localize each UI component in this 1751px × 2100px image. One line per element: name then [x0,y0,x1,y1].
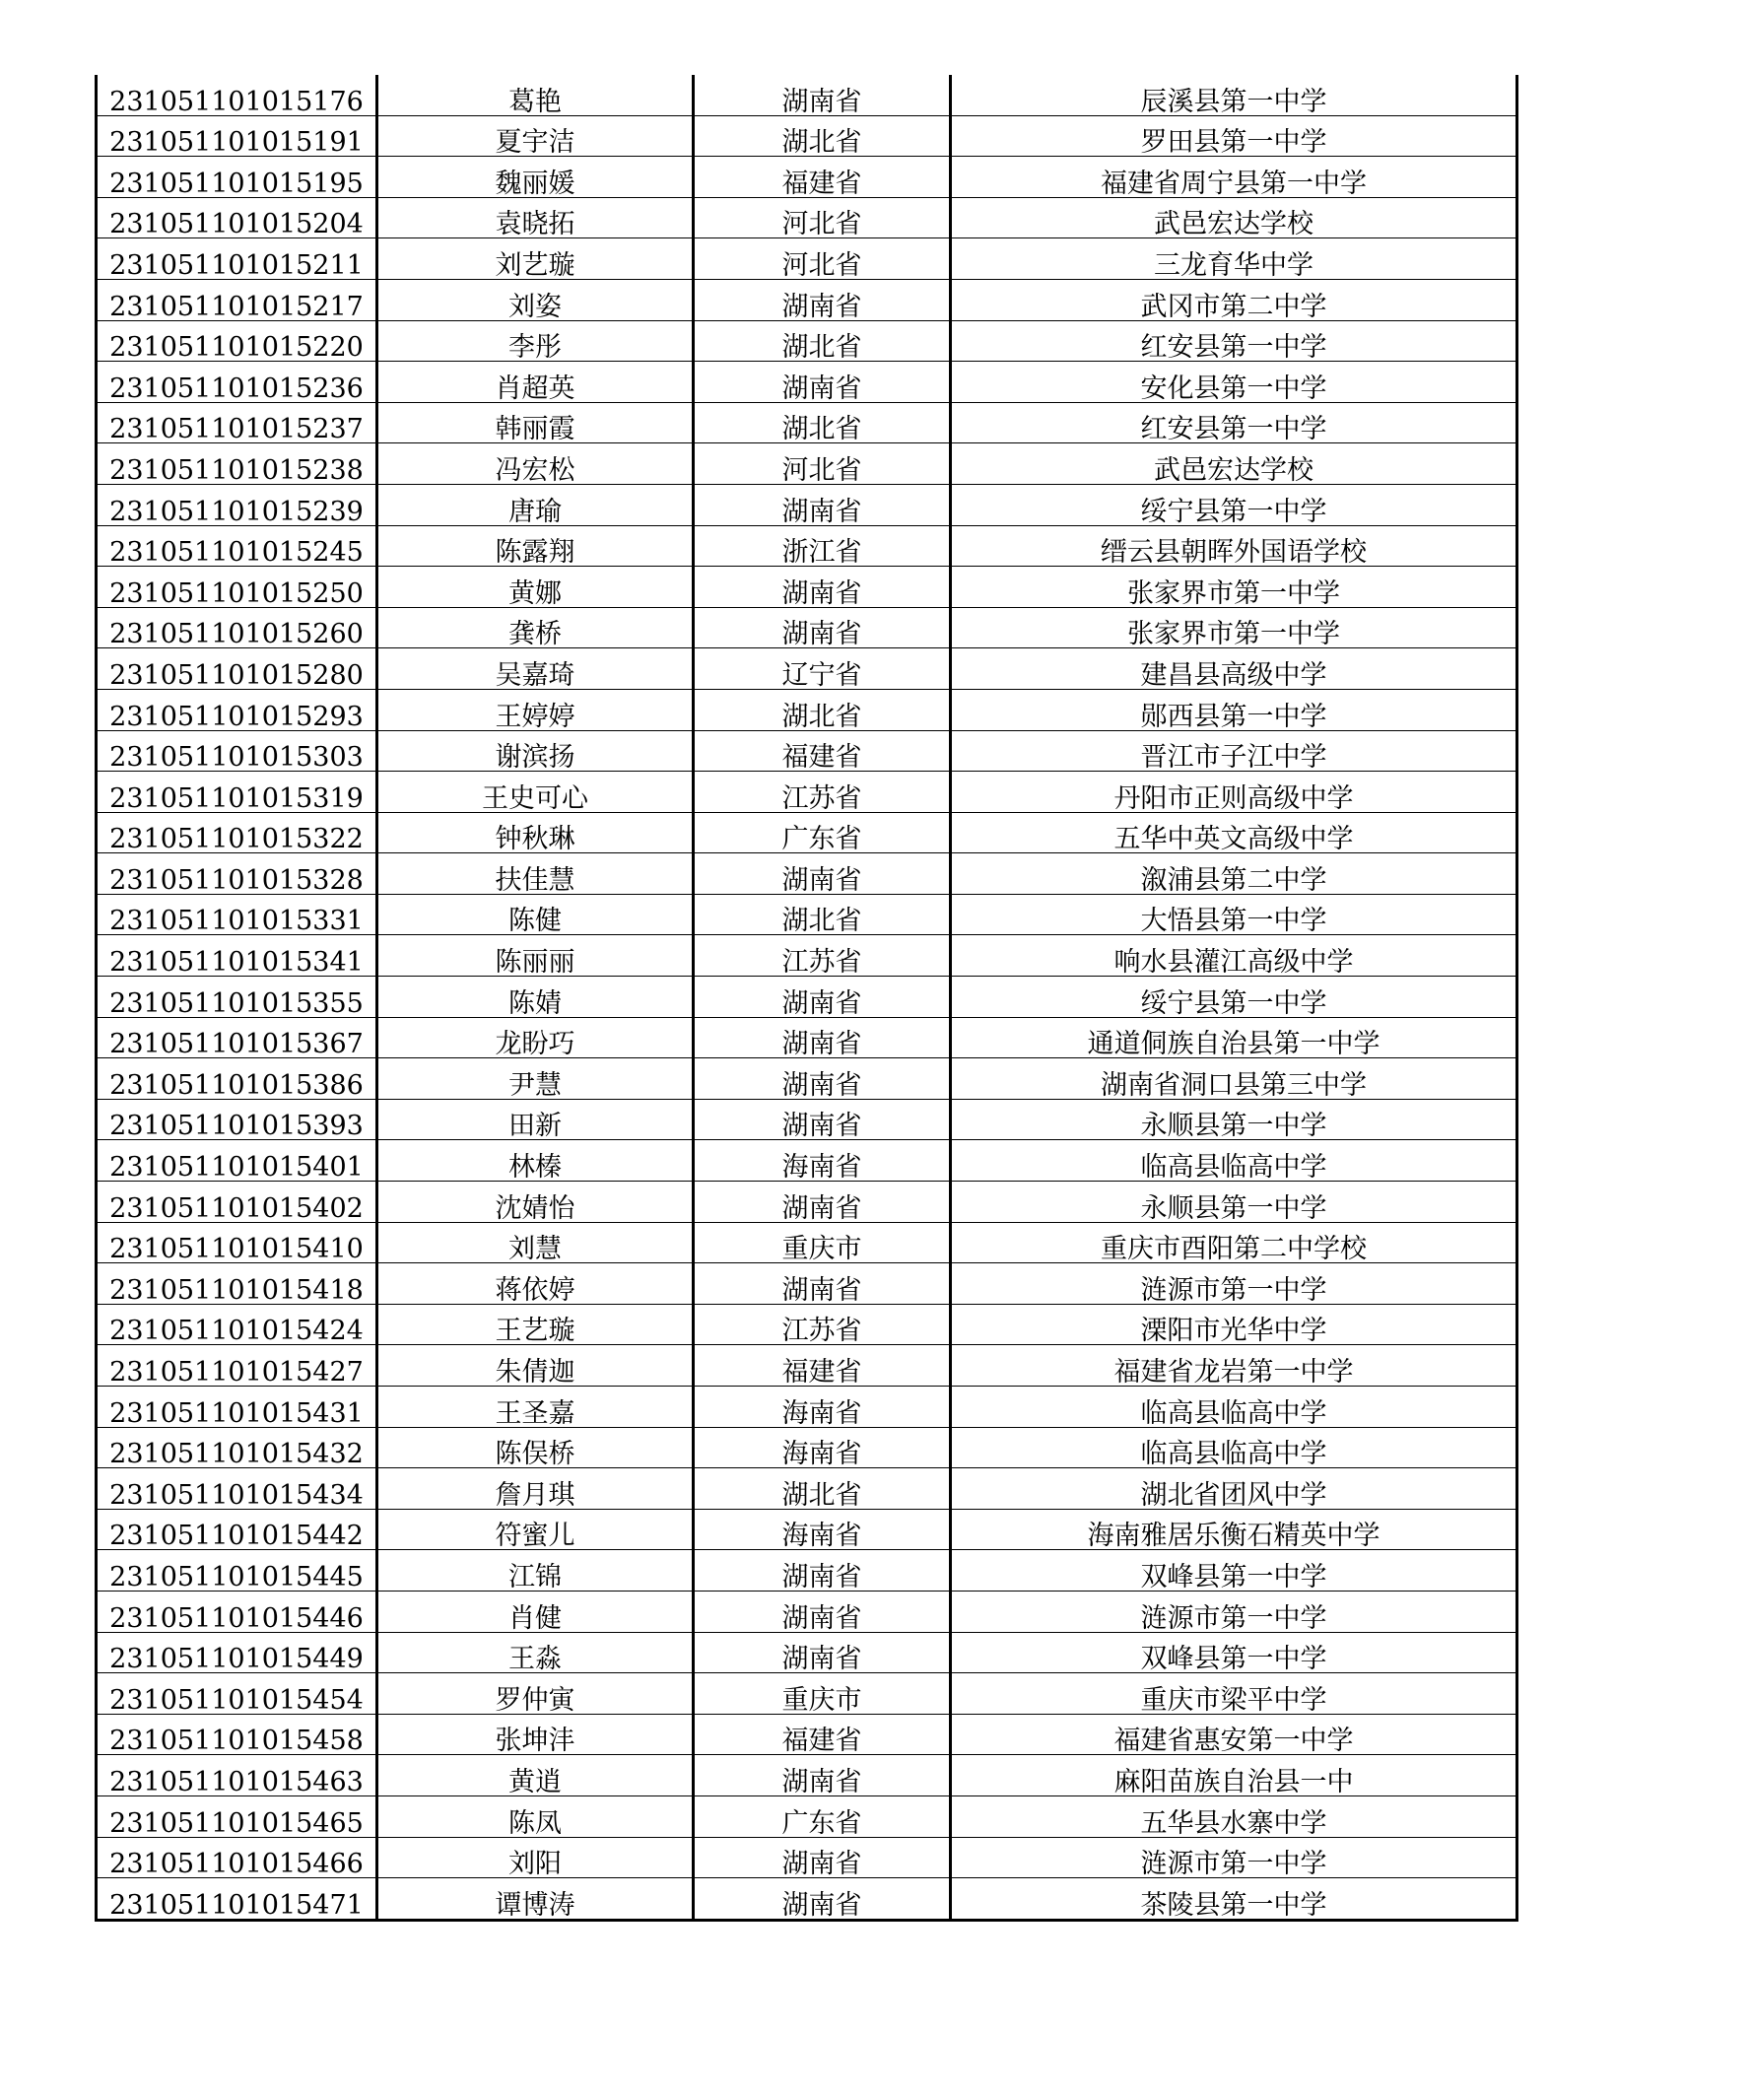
name-cell: 龙盼巧 [377,1017,694,1058]
province-cell: 福建省 [694,1345,951,1387]
student-id-cell: 231051101015434 [97,1468,377,1510]
table-row [97,1509,1517,1550]
school-cell: 武冈市第二中学 [951,279,1517,320]
table-row [97,689,1517,730]
student-id-cell: 231051101015319 [97,772,377,813]
province-cell: 湖南省 [694,1099,951,1140]
province-cell: 湖南省 [694,279,951,320]
province-cell: 湖南省 [694,484,951,525]
name-cell: 尹慧 [377,1058,694,1100]
school-cell: 武邑宏达学校 [951,197,1517,238]
name-cell: 刘阳 [377,1837,694,1878]
student-id-cell: 231051101015458 [97,1714,377,1755]
student-id-cell: 231051101015445 [97,1550,377,1592]
province-cell: 湖南省 [694,607,951,648]
student-id-cell: 231051101015250 [97,567,377,608]
school-cell: 红安县第一中学 [951,320,1517,362]
name-cell: 王艺璇 [377,1304,694,1345]
name-cell: 王婷婷 [377,689,694,730]
table-row [97,1591,1517,1632]
school-cell: 海南雅居乐衡石精英中学 [951,1509,1517,1550]
province-cell: 湖南省 [694,1632,951,1673]
name-cell: 钟秋琳 [377,812,694,853]
school-cell: 湖北省团风中学 [951,1468,1517,1510]
province-cell: 重庆市 [694,1673,951,1715]
student-id-cell: 231051101015465 [97,1795,377,1837]
school-cell: 福建省周宁县第一中学 [951,157,1517,198]
name-cell: 谢滨扬 [377,730,694,772]
school-cell: 绥宁县第一中学 [951,977,1517,1018]
table-row [97,1017,1517,1058]
name-cell: 陈俣桥 [377,1427,694,1468]
province-cell: 湖南省 [694,1182,951,1223]
student-id-cell: 231051101015204 [97,197,377,238]
name-cell: 张坤沣 [377,1714,694,1755]
table-row [97,772,1517,813]
table-row [97,1304,1517,1345]
school-cell: 双峰县第一中学 [951,1550,1517,1592]
province-cell: 湖南省 [694,362,951,403]
school-cell: 双峰县第一中学 [951,1632,1517,1673]
student-id-cell: 231051101015454 [97,1673,377,1715]
name-cell: 王圣嘉 [377,1387,694,1428]
school-cell: 五华中英文高级中学 [951,812,1517,853]
province-cell: 湖北省 [694,320,951,362]
name-cell: 黄逍 [377,1755,694,1796]
province-cell: 辽宁省 [694,648,951,690]
student-id-cell: 231051101015367 [97,1017,377,1058]
name-cell: 王史可心 [377,772,694,813]
province-cell: 湖南省 [694,1755,951,1796]
province-cell: 湖南省 [694,977,951,1018]
school-cell: 永顺县第一中学 [951,1099,1517,1140]
school-cell: 福建省惠安第一中学 [951,1714,1517,1755]
student-id-cell: 231051101015211 [97,238,377,280]
province-cell: 福建省 [694,1714,951,1755]
school-cell: 安化县第一中学 [951,362,1517,403]
student-id-cell: 231051101015446 [97,1591,377,1632]
province-cell: 湖北省 [694,894,951,935]
province-cell: 江苏省 [694,1304,951,1345]
school-cell: 辰溪县第一中学 [951,75,1517,115]
province-cell: 河北省 [694,197,951,238]
province-cell: 河北省 [694,443,951,485]
table-row [97,279,1517,320]
table-row [97,1673,1517,1715]
student-id-cell: 231051101015237 [97,402,377,443]
province-cell: 海南省 [694,1140,951,1182]
province-cell: 湖北省 [694,1468,951,1510]
school-cell: 张家界市第一中学 [951,607,1517,648]
name-cell: 龚桥 [377,607,694,648]
student-id-cell: 231051101015466 [97,1837,377,1878]
student-id-cell: 231051101015431 [97,1387,377,1428]
student-id-cell: 231051101015432 [97,1427,377,1468]
student-id-cell: 231051101015463 [97,1755,377,1796]
student-id-cell: 231051101015427 [97,1345,377,1387]
name-cell: 田新 [377,1099,694,1140]
school-cell: 张家界市第一中学 [951,567,1517,608]
table-row [97,730,1517,772]
table-row [97,935,1517,977]
table-row [97,1755,1517,1796]
student-id-cell: 231051101015238 [97,443,377,485]
table-row [97,1182,1517,1223]
table-row [97,1714,1517,1755]
student-id-cell: 231051101015331 [97,894,377,935]
school-cell: 临高县临高中学 [951,1140,1517,1182]
name-cell: 陈婧 [377,977,694,1018]
table-row [97,1058,1517,1100]
school-cell: 茶陵县第一中学 [951,1878,1517,1921]
student-id-cell: 231051101015402 [97,1182,377,1223]
student-id-cell: 231051101015449 [97,1632,377,1673]
table-row [97,648,1517,690]
name-cell: 林榛 [377,1140,694,1182]
province-cell: 湖南省 [694,567,951,608]
name-cell: 詹月琪 [377,1468,694,1510]
table-row [97,1222,1517,1263]
province-cell: 浙江省 [694,525,951,567]
table-row [97,1427,1517,1468]
school-cell: 永顺县第一中学 [951,1182,1517,1223]
student-id-cell: 231051101015239 [97,484,377,525]
province-cell: 江苏省 [694,935,951,977]
name-cell: 王淼 [377,1632,694,1673]
table-row [97,1140,1517,1182]
school-cell: 麻阳苗族自治县一中 [951,1755,1517,1796]
name-cell: 沈婧怡 [377,1182,694,1223]
school-cell: 丹阳市正则高级中学 [951,772,1517,813]
table-row [97,238,1517,280]
school-cell: 缙云县朝晖外国语学校 [951,525,1517,567]
name-cell: 冯宏松 [377,443,694,485]
name-cell: 魏丽媛 [377,157,694,198]
student-id-cell: 231051101015393 [97,1099,377,1140]
table-row [97,320,1517,362]
student-id-cell: 231051101015442 [97,1509,377,1550]
name-cell: 陈露翔 [377,525,694,567]
school-cell: 临高县临高中学 [951,1427,1517,1468]
student-id-cell: 231051101015236 [97,362,377,403]
table-row [97,157,1517,198]
name-cell: 肖超英 [377,362,694,403]
name-cell: 谭博涛 [377,1878,694,1921]
province-cell: 广东省 [694,1795,951,1837]
school-cell: 溧阳市光华中学 [951,1304,1517,1345]
table-row [97,75,1517,115]
school-cell: 五华县水寨中学 [951,1795,1517,1837]
student-id-cell: 231051101015245 [97,525,377,567]
student-id-cell: 231051101015386 [97,1058,377,1100]
school-cell: 建昌县高级中学 [951,648,1517,690]
student-id-cell: 231051101015176 [97,75,377,115]
province-cell: 江苏省 [694,772,951,813]
school-cell: 通道侗族自治县第一中学 [951,1017,1517,1058]
student-id-cell: 231051101015217 [97,279,377,320]
student-id-cell: 231051101015220 [97,320,377,362]
name-cell: 刘艺璇 [377,238,694,280]
table-row [97,1387,1517,1428]
name-cell: 韩丽霞 [377,402,694,443]
name-cell: 夏宇洁 [377,115,694,157]
table-row [97,1550,1517,1592]
name-cell: 袁晓拓 [377,197,694,238]
table-body [97,75,1517,1920]
province-cell: 湖南省 [694,1591,951,1632]
school-cell: 武邑宏达学校 [951,443,1517,485]
province-cell: 湖南省 [694,1058,951,1100]
student-id-cell: 231051101015341 [97,935,377,977]
province-cell: 海南省 [694,1509,951,1550]
province-cell: 湖北省 [694,115,951,157]
name-cell: 李彤 [377,320,694,362]
province-cell: 福建省 [694,157,951,198]
name-cell: 唐瑜 [377,484,694,525]
province-cell: 海南省 [694,1387,951,1428]
table-row [97,362,1517,403]
table-row [97,443,1517,485]
table-row [97,1795,1517,1837]
school-cell: 绥宁县第一中学 [951,484,1517,525]
school-cell: 红安县第一中学 [951,402,1517,443]
table-row [97,1099,1517,1140]
name-cell: 朱倩迦 [377,1345,694,1387]
province-cell: 湖南省 [694,1878,951,1921]
name-cell: 符蜜儿 [377,1509,694,1550]
province-cell: 福建省 [694,730,951,772]
name-cell: 陈凤 [377,1795,694,1837]
province-cell: 广东省 [694,812,951,853]
province-cell: 湖南省 [694,1550,951,1592]
school-cell: 涟源市第一中学 [951,1263,1517,1305]
province-cell: 湖南省 [694,853,951,895]
school-cell: 重庆市梁平中学 [951,1673,1517,1715]
name-cell: 葛艳 [377,75,694,115]
student-id-cell: 231051101015424 [97,1304,377,1345]
student-id-cell: 231051101015293 [97,689,377,730]
school-cell: 响水县灌江高级中学 [951,935,1517,977]
school-cell: 福建省龙岩第一中学 [951,1345,1517,1387]
province-cell: 湖南省 [694,1263,951,1305]
student-table [95,75,1518,1922]
province-cell: 湖南省 [694,75,951,115]
name-cell: 刘姿 [377,279,694,320]
table-row [97,1878,1517,1921]
name-cell: 罗仲寅 [377,1673,694,1715]
student-id-cell: 231051101015418 [97,1263,377,1305]
student-id-cell: 231051101015328 [97,853,377,895]
table-row [97,1837,1517,1878]
table-row [97,1468,1517,1510]
table-row [97,607,1517,648]
province-cell: 湖南省 [694,1837,951,1878]
school-cell: 三龙育华中学 [951,238,1517,280]
table-row [97,115,1517,157]
province-cell: 河北省 [694,238,951,280]
student-id-cell: 231051101015401 [97,1140,377,1182]
school-cell: 湖南省洞口县第三中学 [951,1058,1517,1100]
name-cell: 陈健 [377,894,694,935]
table-row [97,567,1517,608]
student-id-cell: 231051101015260 [97,607,377,648]
school-cell: 涟源市第一中学 [951,1837,1517,1878]
student-id-cell: 231051101015471 [97,1878,377,1921]
student-id-cell: 231051101015303 [97,730,377,772]
name-cell: 肖健 [377,1591,694,1632]
name-cell: 陈丽丽 [377,935,694,977]
student-id-cell: 231051101015322 [97,812,377,853]
table-row [97,197,1517,238]
table-row [97,894,1517,935]
student-id-cell: 231051101015410 [97,1222,377,1263]
table-row [97,1632,1517,1673]
table-row [97,853,1517,895]
table-row [97,525,1517,567]
province-cell: 湖北省 [694,689,951,730]
name-cell: 吴嘉琦 [377,648,694,690]
province-cell: 湖南省 [694,1017,951,1058]
student-id-cell: 231051101015195 [97,157,377,198]
table-row [97,402,1517,443]
table-row [97,1345,1517,1387]
student-id-cell: 231051101015280 [97,648,377,690]
student-id-cell: 231051101015355 [97,977,377,1018]
province-cell: 海南省 [694,1427,951,1468]
school-cell: 临高县临高中学 [951,1387,1517,1428]
province-cell: 重庆市 [694,1222,951,1263]
school-cell: 涟源市第一中学 [951,1591,1517,1632]
table-row [97,977,1517,1018]
school-cell: 重庆市酉阳第二中学校 [951,1222,1517,1263]
name-cell: 扶佳慧 [377,853,694,895]
name-cell: 刘慧 [377,1222,694,1263]
school-cell: 郧西县第一中学 [951,689,1517,730]
school-cell: 大悟县第一中学 [951,894,1517,935]
school-cell: 溆浦县第二中学 [951,853,1517,895]
table-row [97,812,1517,853]
school-cell: 罗田县第一中学 [951,115,1517,157]
province-cell: 湖北省 [694,402,951,443]
name-cell: 黄娜 [377,567,694,608]
name-cell: 江锦 [377,1550,694,1592]
table-row [97,484,1517,525]
table-row [97,1263,1517,1305]
school-cell: 晋江市子江中学 [951,730,1517,772]
name-cell: 蒋依婷 [377,1263,694,1305]
student-id-cell: 231051101015191 [97,115,377,157]
